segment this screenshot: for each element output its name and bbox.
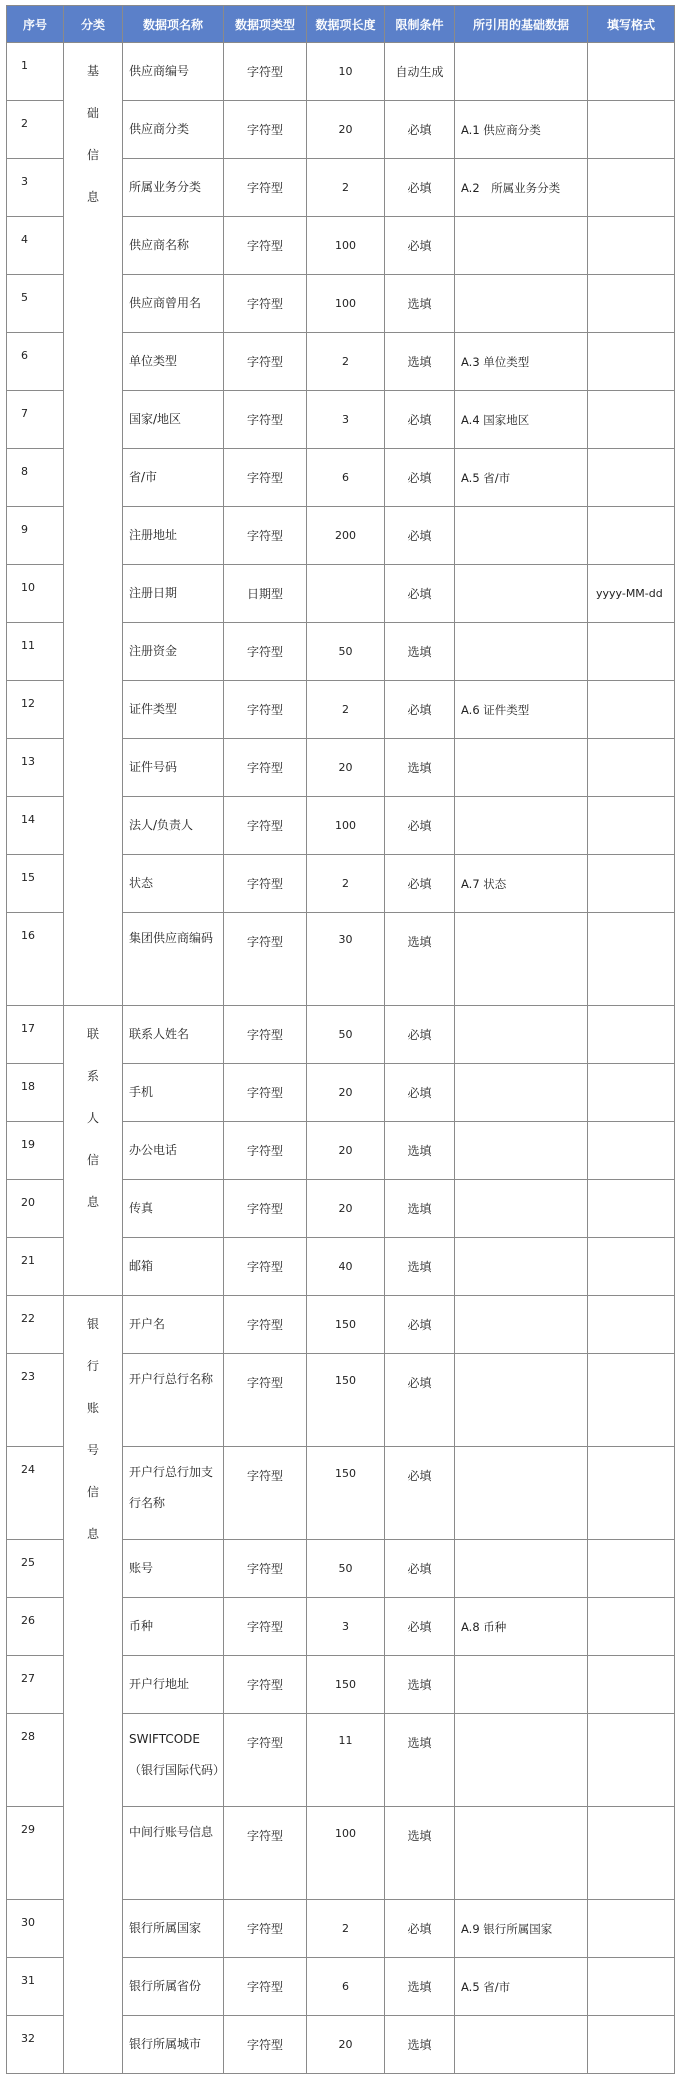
item-base-data [455,565,588,623]
row-number: 1 [7,43,64,101]
item-constraint: 选填 [385,739,455,797]
row-number: 2 [7,101,64,159]
item-length [307,565,385,623]
item-length: 20 [307,1180,385,1238]
item-type: 字符型 [224,2016,307,2074]
item-length: 50 [307,1540,385,1598]
item-length: 30 [307,913,385,1006]
item-length: 6 [307,1958,385,2016]
item-base-data: A.7 状态 [455,855,588,913]
header-row [7,6,675,43]
item-base-data [455,217,588,275]
category-char: 础 [86,106,99,120]
item-base-data [455,1064,588,1122]
item-constraint: 选填 [385,333,455,391]
row-number: 10 [7,565,64,623]
item-name: 证件号码 [123,739,224,797]
item-format [588,855,675,913]
item-length: 100 [307,217,385,275]
item-type: 字符型 [224,913,307,1006]
item-length: 200 [307,507,385,565]
item-type: 字符型 [224,797,307,855]
item-name: 办公电话 [123,1122,224,1180]
item-base-data [455,1540,588,1598]
item-format [588,2016,675,2074]
item-type: 字符型 [224,1807,307,1900]
item-type: 字符型 [224,217,307,275]
item-type: 字符型 [224,739,307,797]
item-name: 联系人姓名 [123,1006,224,1064]
table-row [7,43,675,101]
item-constraint: 选填 [385,1238,455,1296]
item-type: 字符型 [224,333,307,391]
item-length: 100 [307,797,385,855]
item-name: 账号 [123,1540,224,1598]
item-base-data: A.5 省/市 [455,1958,588,2016]
row-number: 24 [7,1447,64,1540]
row-number: 3 [7,159,64,217]
row-number: 30 [7,1900,64,1958]
item-constraint: 必填 [385,449,455,507]
row-number: 15 [7,855,64,913]
item-constraint: 必填 [385,1006,455,1064]
item-constraint: 选填 [385,1180,455,1238]
item-constraint: 必填 [385,1064,455,1122]
item-length: 100 [307,275,385,333]
item-length: 50 [307,623,385,681]
row-number: 27 [7,1656,64,1714]
item-base-data [455,1447,588,1540]
item-name: 法人/负责人 [123,797,224,855]
table-row [7,1296,675,1354]
category-char: 信 [86,1485,99,1499]
item-name: 银行所属城市 [123,2016,224,2074]
item-type: 字符型 [224,275,307,333]
item-format [588,1238,675,1296]
category-cell [64,43,123,1006]
item-length: 20 [307,101,385,159]
item-format [588,217,675,275]
item-type: 字符型 [224,101,307,159]
item-length: 20 [307,2016,385,2074]
item-constraint: 必填 [385,101,455,159]
item-constraint: 必填 [385,507,455,565]
category-cell [64,1006,123,1296]
item-format [588,1064,675,1122]
item-constraint: 必填 [385,159,455,217]
header-no: 序号 [7,6,64,43]
item-type: 字符型 [224,1354,307,1447]
item-type: 字符型 [224,43,307,101]
item-format [588,449,675,507]
item-base-data: A.1 供应商分类 [455,101,588,159]
item-base-data [455,797,588,855]
item-length: 40 [307,1238,385,1296]
item-base-data: A.9 银行所属国家 [455,1900,588,1958]
row-number: 7 [7,391,64,449]
header-item-type: 数据项类型 [224,6,307,43]
item-format [588,1656,675,1714]
category-char: 号 [86,1443,99,1457]
category-char: 账 [86,1401,99,1415]
item-format [588,1714,675,1807]
item-name: 开户行总行加支行名称 [123,1447,224,1540]
item-format [588,1006,675,1064]
item-name: 供应商曾用名 [123,275,224,333]
item-base-data [455,1180,588,1238]
item-constraint: 选填 [385,913,455,1006]
item-format [588,391,675,449]
item-constraint: 必填 [385,1354,455,1447]
row-number: 17 [7,1006,64,1064]
row-number: 29 [7,1807,64,1900]
item-name: 供应商编号 [123,43,224,101]
item-format [588,101,675,159]
header-format: 填写格式 [588,6,675,43]
item-type: 字符型 [224,1900,307,1958]
item-base-data [455,2016,588,2074]
row-number: 26 [7,1598,64,1656]
row-number: 9 [7,507,64,565]
category-char: 息 [86,1195,99,1209]
row-number: 21 [7,1238,64,1296]
item-constraint: 必填 [385,1598,455,1656]
category-char: 信 [86,148,99,162]
data-dictionary-table [6,5,675,2074]
item-length: 2 [307,855,385,913]
item-base-data [455,623,588,681]
item-format [588,1447,675,1540]
item-format: yyyy-MM-dd [588,565,675,623]
item-length: 50 [307,1006,385,1064]
item-base-data [455,913,588,1006]
item-type: 字符型 [224,623,307,681]
table-body [7,43,675,2074]
item-name: 币种 [123,1598,224,1656]
item-base-data [455,1296,588,1354]
item-name: 开户行地址 [123,1656,224,1714]
item-length: 20 [307,739,385,797]
item-name: 证件类型 [123,681,224,739]
item-constraint: 选填 [385,1714,455,1807]
item-format [588,507,675,565]
item-base-data [455,1122,588,1180]
item-name: 银行所属省份 [123,1958,224,2016]
item-format [588,1900,675,1958]
item-length: 10 [307,43,385,101]
item-base-data [455,507,588,565]
item-name: 开户名 [123,1296,224,1354]
row-number: 28 [7,1714,64,1807]
item-format [588,1180,675,1238]
item-length: 100 [307,1807,385,1900]
item-length: 3 [307,1598,385,1656]
item-name: 开户行总行名称 [123,1354,224,1447]
table-row [7,1006,675,1064]
item-constraint: 必填 [385,217,455,275]
item-format [588,913,675,1006]
item-format [588,159,675,217]
item-constraint: 必填 [385,1447,455,1540]
item-base-data: A.4 国家地区 [455,391,588,449]
item-base-data: A.5 省/市 [455,449,588,507]
item-type: 字符型 [224,159,307,217]
category-char: 信 [86,1153,99,1167]
item-type: 字符型 [224,507,307,565]
item-format [588,623,675,681]
item-constraint: 自动生成 [385,43,455,101]
item-base-data: A.3 单位类型 [455,333,588,391]
item-name: 供应商名称 [123,217,224,275]
item-type: 字符型 [224,1180,307,1238]
item-format [588,1598,675,1656]
item-format [588,275,675,333]
item-constraint: 必填 [385,391,455,449]
category-char: 人 [86,1111,99,1125]
item-name: 注册日期 [123,565,224,623]
item-base-data: A.8 币种 [455,1598,588,1656]
item-type: 字符型 [224,391,307,449]
item-format [588,1122,675,1180]
header-category: 分类 [64,6,123,43]
item-length: 2 [307,681,385,739]
item-format [588,681,675,739]
item-constraint: 选填 [385,1122,455,1180]
item-format [588,43,675,101]
item-base-data [455,1006,588,1064]
item-base-data: A.2 所属业务分类 [455,159,588,217]
category-cell [64,1296,123,2074]
row-number: 4 [7,217,64,275]
header-base-data: 所引用的基础数据 [455,6,588,43]
item-format [588,1296,675,1354]
item-length: 20 [307,1122,385,1180]
item-length: 3 [307,391,385,449]
row-number: 18 [7,1064,64,1122]
item-constraint: 必填 [385,855,455,913]
row-number: 14 [7,797,64,855]
item-name: 集团供应商编码 [123,913,224,1006]
item-name: 手机 [123,1064,224,1122]
item-base-data [455,739,588,797]
item-format [588,333,675,391]
item-length: 6 [307,449,385,507]
item-name: 供应商分类 [123,101,224,159]
item-type: 字符型 [224,1238,307,1296]
item-format [588,1540,675,1598]
item-base-data [455,1238,588,1296]
item-base-data [455,1714,588,1807]
item-length: 2 [307,333,385,391]
header-constraint: 限制条件 [385,6,455,43]
item-constraint: 必填 [385,681,455,739]
row-number: 6 [7,333,64,391]
item-type: 字符型 [224,1122,307,1180]
item-base-data [455,275,588,333]
category-char: 息 [86,190,99,204]
item-name: 中间行账号信息 [123,1807,224,1900]
item-name: 邮箱 [123,1238,224,1296]
row-number: 8 [7,449,64,507]
category-char: 息 [86,1527,99,1541]
row-number: 25 [7,1540,64,1598]
header-item-length: 数据项长度 [307,6,385,43]
row-number: 16 [7,913,64,1006]
category-char: 行 [86,1359,99,1373]
item-name: 国家/地区 [123,391,224,449]
item-constraint: 选填 [385,1656,455,1714]
category-char: 基 [86,64,99,78]
item-length: 150 [307,1656,385,1714]
item-type: 字符型 [224,1006,307,1064]
item-constraint: 选填 [385,2016,455,2074]
row-number: 22 [7,1296,64,1354]
item-name: 状态 [123,855,224,913]
item-length: 2 [307,159,385,217]
item-format [588,1958,675,2016]
item-name: SWIFTCODE（银行国际代码） [123,1714,224,1807]
header-item-name: 数据项名称 [123,6,224,43]
item-constraint: 选填 [385,623,455,681]
item-length: 150 [307,1354,385,1447]
item-length: 150 [307,1296,385,1354]
item-type: 字符型 [224,1714,307,1807]
item-type: 字符型 [224,1296,307,1354]
item-base-data: A.6 证件类型 [455,681,588,739]
item-name: 注册资金 [123,623,224,681]
item-type: 字符型 [224,1656,307,1714]
item-type: 字符型 [224,1064,307,1122]
item-name: 银行所属国家 [123,1900,224,1958]
item-type: 字符型 [224,1958,307,2016]
category-char: 系 [86,1069,99,1083]
item-constraint: 必填 [385,1900,455,1958]
item-base-data [455,1807,588,1900]
item-format [588,739,675,797]
item-name: 注册地址 [123,507,224,565]
category-char: 联 [86,1027,99,1041]
row-number: 5 [7,275,64,333]
item-type: 字符型 [224,1598,307,1656]
item-constraint: 选填 [385,1807,455,1900]
item-type: 字符型 [224,449,307,507]
item-constraint: 选填 [385,1958,455,2016]
row-number: 12 [7,681,64,739]
item-constraint: 必填 [385,1296,455,1354]
item-type: 字符型 [224,681,307,739]
item-type: 字符型 [224,1540,307,1598]
item-length: 20 [307,1064,385,1122]
item-type: 日期型 [224,565,307,623]
item-name: 所属业务分类 [123,159,224,217]
item-name: 省/市 [123,449,224,507]
item-constraint: 选填 [385,275,455,333]
item-constraint: 必填 [385,1540,455,1598]
row-number: 19 [7,1122,64,1180]
item-length: 2 [307,1900,385,1958]
row-number: 23 [7,1354,64,1447]
item-type: 字符型 [224,1447,307,1540]
item-length: 11 [307,1714,385,1807]
item-format [588,1354,675,1447]
row-number: 32 [7,2016,64,2074]
item-format [588,797,675,855]
item-constraint: 必填 [385,565,455,623]
row-number: 13 [7,739,64,797]
item-base-data [455,43,588,101]
category-char: 银 [86,1317,99,1331]
item-length: 150 [307,1447,385,1540]
item-constraint: 必填 [385,797,455,855]
item-base-data [455,1656,588,1714]
item-format [588,1807,675,1900]
item-name: 单位类型 [123,333,224,391]
item-type: 字符型 [224,855,307,913]
row-number: 20 [7,1180,64,1238]
item-name: 传真 [123,1180,224,1238]
item-base-data [455,1354,588,1447]
row-number: 11 [7,623,64,681]
row-number: 31 [7,1958,64,2016]
